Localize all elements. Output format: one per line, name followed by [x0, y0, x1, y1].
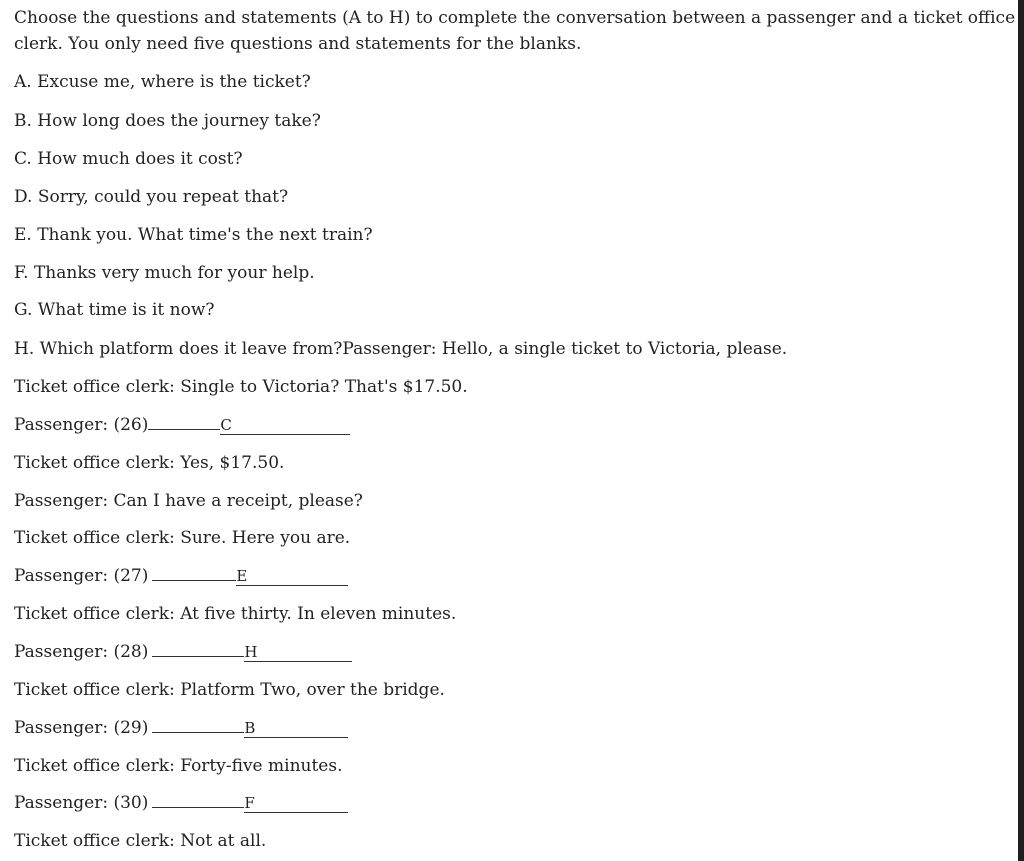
- blank-28-answer[interactable]: H: [244, 643, 352, 662]
- clerk-line-6: Ticket office clerk: Forty-five minutes.: [14, 756, 343, 776]
- option-f: F. Thanks very much for your help.: [14, 263, 315, 283]
- option-a: A. Excuse me, where is the ticket?: [14, 72, 311, 92]
- blank-29-lead: [152, 716, 244, 733]
- clerk-line-1: Ticket office clerk: Single to Victoria? That's $17.50.: [14, 377, 468, 397]
- blank-28-lead: [152, 640, 244, 657]
- clerk-line-2: Ticket office clerk: Yes, $17.50.: [14, 453, 285, 473]
- passenger-29-label: Passenger: (29): [14, 718, 149, 738]
- clerk-line-5: Ticket office clerk: Platform Two, over the bridge.: [14, 680, 445, 700]
- passenger-30-label: Passenger: (30): [14, 793, 149, 813]
- passenger-29: [14, 716, 348, 740]
- clerk-line-4: Ticket office clerk: At five thirty. In eleven minutes.: [14, 604, 457, 624]
- clerk-line-3: Ticket office clerk: Sure. Here you are.: [14, 528, 351, 548]
- blank-27-answer[interactable]: E: [236, 567, 348, 586]
- passenger-28: [14, 640, 352, 664]
- blank-29-answer[interactable]: B: [244, 719, 348, 738]
- option-e: E. Thank you. What time's the next train?: [14, 225, 373, 245]
- option-h: H. Which platform does it leave from?Passenger: Hello, a single ticket to Victoria, please.: [14, 339, 788, 359]
- blank-30-lead: [152, 791, 244, 808]
- blank-27-lead: [152, 564, 236, 581]
- passenger-26: [14, 413, 350, 437]
- option-c: C. How much does it cost?: [14, 149, 243, 169]
- passenger-27: [14, 564, 348, 588]
- clerk-line-7: Ticket office clerk: Not at all.: [14, 831, 267, 851]
- passenger-receipt-line: Passenger: Can I have a receipt, please?: [14, 491, 363, 511]
- option-g: G. What time is it now?: [14, 300, 215, 320]
- option-b: B. How long does the journey take?: [14, 111, 321, 131]
- instructions-line-2: clerk. You only need five questions and statements for the blanks.: [14, 34, 582, 54]
- blank-26-lead: [148, 413, 220, 430]
- right-edge-strip: [1018, 0, 1024, 861]
- passenger-27-label: Passenger: (27): [14, 566, 149, 586]
- instructions-line-1: Choose the questions and statements (A to H) to complete the conversation between a passenger and a ticket office: [14, 8, 1016, 28]
- option-d: D. Sorry, could you repeat that?: [14, 187, 289, 207]
- blank-30-answer[interactable]: F: [244, 794, 348, 813]
- passenger-28-label: Passenger: (28): [14, 642, 149, 662]
- passenger-30: [14, 791, 348, 815]
- blank-26-answer[interactable]: C: [220, 416, 350, 435]
- passenger-26-label: Passenger: (26): [14, 415, 149, 435]
